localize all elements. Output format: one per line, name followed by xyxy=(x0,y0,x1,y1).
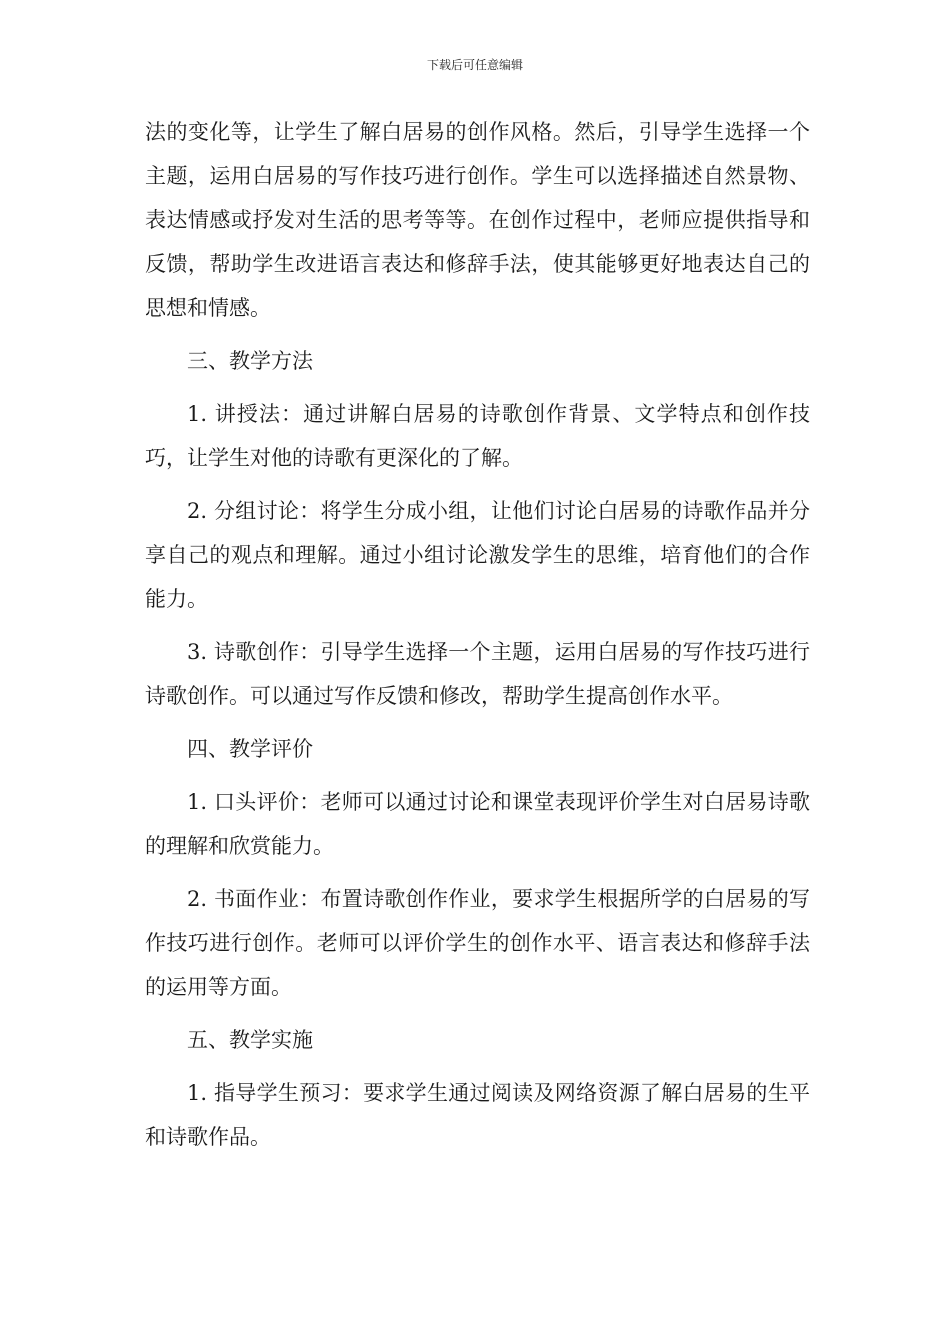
list-item-oral-evaluation: 1. 口头评价：老师可以通过讨论和课堂表现评价学生对白居易诗歌的理解和欣赏能力。 xyxy=(145,790,810,858)
list-item-written-homework: 2. 书面作业：布置诗歌创作作业，要求学生根据所学的白居易的写作技巧进行创作。老师可以评价学生的创作水平、语言表达和修辞手法的运用等方面。 xyxy=(145,887,810,999)
section-heading-teaching-methods: 三、教学方法 xyxy=(187,349,313,373)
paragraph-continuation: 法的变化等，让学生了解白居易的创作风格。然后，引导学生选择一个主题，运用白居易的写作技巧进行创作。学生可以选择描述自然景物、表达情感或抒发对生活的思考等等。在创作过程中，老师应提供指导和反馈，帮助学生改进语言表达和修辞手法，使其能够更好地表达自己的思想和情感。 xyxy=(145,120,810,320)
list-item-lecture: 1. 讲授法：通过讲解白居易的诗歌创作背景、文学特点和创作技巧，让学生对他的诗歌有更深化的了解。 xyxy=(145,402,810,470)
document-body xyxy=(145,110,810,1168)
section-heading-teaching-implementation: 五、教学实施 xyxy=(187,1028,313,1052)
list-item-preview-guidance: 1. 指导学生预习：要求学生通过阅读及网络资源了解白居易的生平和诗歌作品。 xyxy=(145,1081,810,1149)
section-heading-teaching-evaluation: 四、教学评价 xyxy=(187,737,313,761)
list-item-poetry-writing: 3. 诗歌创作：引导学生选择一个主题，运用白居易的写作技巧进行诗歌创作。可以通过写作反馈和修改，帮助学生提高创作水平。 xyxy=(145,640,810,708)
list-item-group-discussion: 2. 分组讨论：将学生分成小组，让他们讨论白居易的诗歌作品并分享自己的观点和理解。通过小组讨论激发学生的思维，培育他们的合作能力。 xyxy=(145,499,810,611)
page-header: 下载后可任意编辑 xyxy=(426,58,523,72)
